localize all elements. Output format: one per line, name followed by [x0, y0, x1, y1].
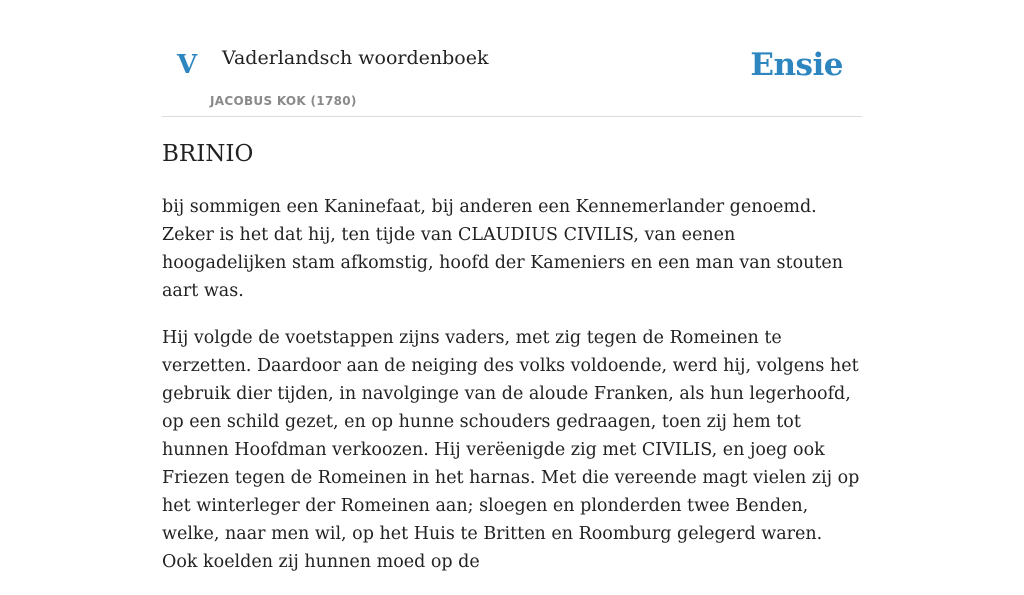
entry-paragraph: Hij volgde de voetstappen zijns vaders, met zig tegen de Romeinen te verzetten. Daardoor aan de neiging des volks voldoende, werd hij, volgens het gebruik dier tijden, in navolginge van de aloude Franken, als hun legerhoofd, op een schild gezet, en op hunne schouders gedraagen, toen zij hem tot hunnen Hoofdman verkoozen. Hij verëenigde zig met CIVILIS, en joeg ook Friezen tegen de Romeinen in het harnas. Met die vereende magt vielen zij op het winterleger der Romeinen aan; sloegen en plonderden twee Benden, welke, naar men wil, op het Huis te Britten en Roomburg gelegerd waren. Ook koelden zij hunnen moed op de: [162, 328, 860, 572]
entry-title: BRINIO: [162, 141, 254, 167]
entry-paragraph: bij sommigen een Kaninefaat, bij anderen een Kennemerlander genoemd. Zeker is het dat hij, ten tijde van CLAUDIUS CIVILIS, van eenen hoogadelijken stam afkomstig, hoofd der Kameniers en een man van stouten aart was.: [162, 197, 844, 301]
dictionary-title[interactable]: Vaderlandsch woordenboek: [222, 47, 489, 69]
page-container: [162, 0, 862, 572]
dictionary-author: JACOBUS KOK (1780): [210, 94, 357, 108]
letter-index-link[interactable]: V: [177, 50, 198, 80]
ensie-logo-link[interactable]: Ensie: [750, 47, 843, 83]
dictionary-header: [162, 0, 862, 117]
entry-body: [162, 193, 862, 595]
